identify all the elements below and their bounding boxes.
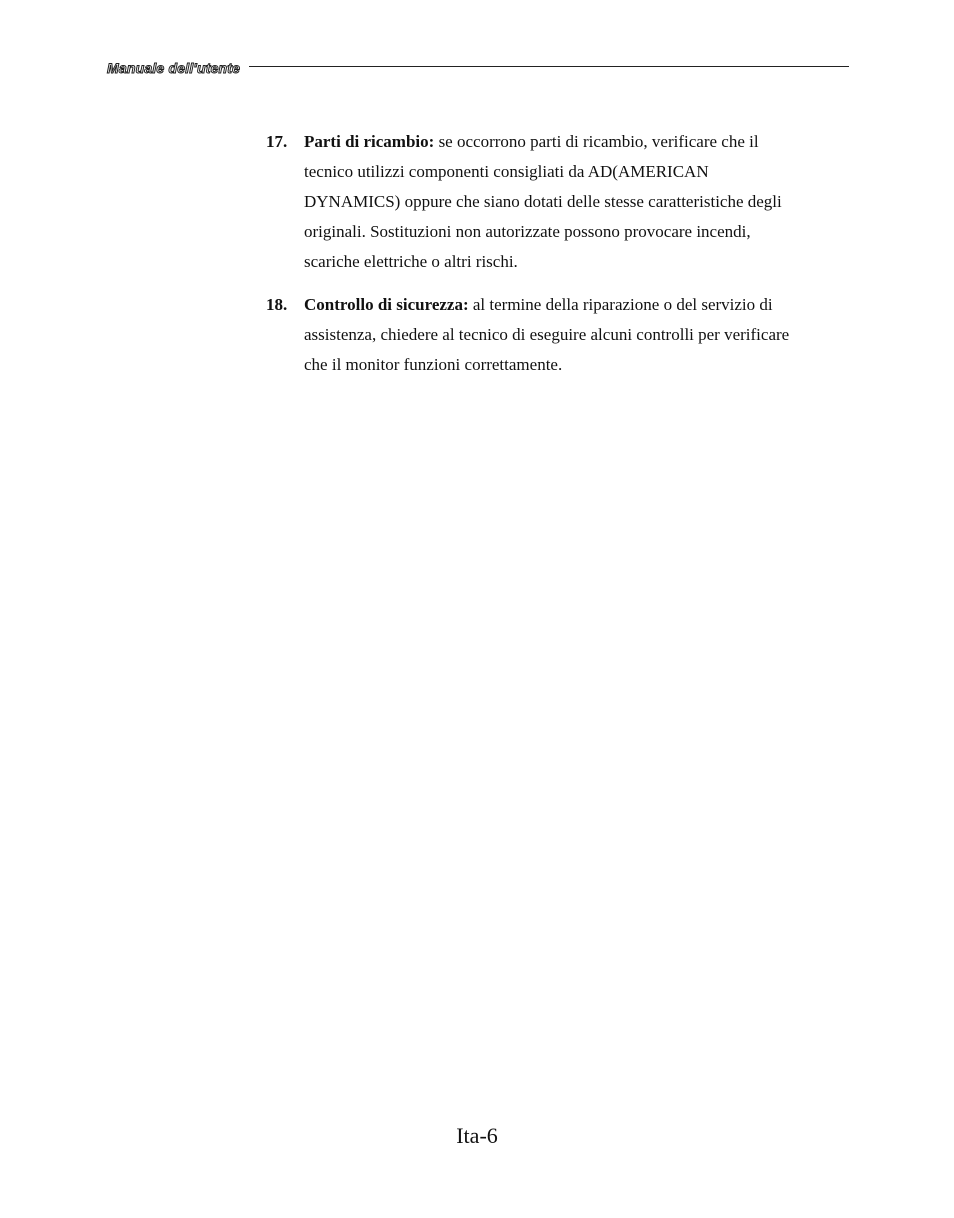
item-term: Parti di ricambio:	[304, 132, 435, 151]
running-header	[107, 58, 849, 78]
item-line: tecnico utilizzi componenti consigliati da AD(AMERICAN	[304, 162, 709, 181]
item-line	[304, 127, 846, 157]
safety-instructions-list	[266, 127, 846, 393]
item-body	[304, 290, 846, 380]
item-line: che il monitor funzioni correttamente.	[304, 355, 563, 374]
item-text: se occorrono parti di ricambio, verificare che il	[434, 132, 759, 151]
item-line: originali. Sostituzioni non autorizzate possono provocare incendi,	[304, 222, 751, 241]
item-line	[304, 290, 846, 320]
header-title: Manuale dell'utente	[107, 60, 241, 76]
item-line: scariche elettriche o altri rischi.	[304, 252, 518, 271]
item-number: 18.	[266, 295, 288, 314]
item-text: al termine della riparazione o del servizio di	[468, 295, 773, 314]
list-item-17	[266, 127, 846, 277]
list-item-18	[266, 290, 846, 380]
item-number: 17.	[266, 132, 288, 151]
header-rule	[249, 66, 849, 67]
item-term: Controllo di sicurezza:	[304, 295, 469, 314]
item-line: DYNAMICS) oppure che siano dotati delle stesse caratteristiche degli	[304, 192, 782, 211]
item-line: assistenza, chiedere al tecnico di eseguire alcuni controlli per verificare	[304, 325, 790, 344]
item-body	[304, 127, 846, 277]
page-number: Ita-6	[456, 1123, 498, 1148]
